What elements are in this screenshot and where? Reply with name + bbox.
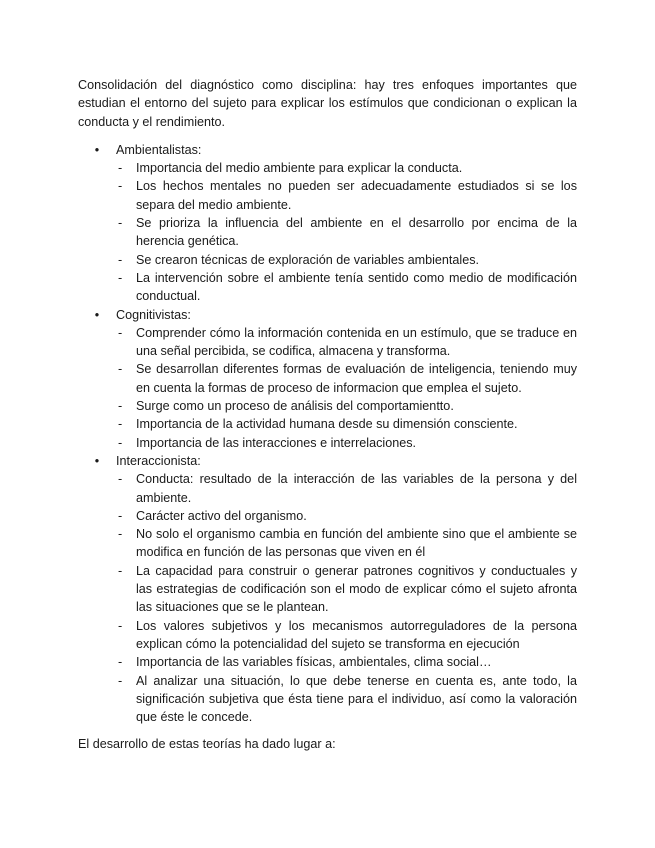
dash-icon: - xyxy=(118,362,123,377)
closing-paragraph: El desarrollo de estas teorías ha dado lugar a: xyxy=(78,737,336,752)
list-item xyxy=(116,251,577,269)
list-item xyxy=(116,214,577,251)
list-item xyxy=(116,415,577,433)
approach-title: Interaccionista: xyxy=(116,453,201,468)
dash-icon: - xyxy=(118,325,123,340)
dash-icon: - xyxy=(118,216,123,231)
dash-icon: - xyxy=(118,673,123,688)
list-item xyxy=(116,562,577,617)
approach-points xyxy=(116,470,577,726)
list-item-text: Se desarrollan diferentes formas de evaluación de inteligencia, teniendo muy en cuenta la formas de proceso de informacion que emplea el sujeto. xyxy=(136,362,577,395)
list-item-text: Se crearon técnicas de exploración de variables ambientales. xyxy=(136,252,480,267)
list-item xyxy=(116,507,577,525)
bullet-icon: • xyxy=(94,307,100,322)
approach-item xyxy=(78,306,577,452)
list-item-text: Carácter activo del organismo. xyxy=(136,508,307,523)
list-item-text: La capacidad para construir o generar patrones cognitivos y conductuales y las estrategias de codificación son el modo de explicar cómo el sujeto afronta las situaciones que se le plantean. xyxy=(136,563,577,615)
list-item-text: Los hechos mentales no pueden ser adecuadamente estudiados si se los separa del medio ambiente. xyxy=(136,179,577,212)
list-item-text: La intervención sobre el ambiente tenía sentido como medio de modificación conductual. xyxy=(136,270,577,304)
dash-icon: - xyxy=(118,435,123,450)
list-item-text: Importancia de las variables físicas, ambientales, clima social… xyxy=(136,655,492,670)
list-item-text: Importancia de las interacciones e interrelaciones. xyxy=(136,435,417,450)
list-item xyxy=(116,269,577,306)
list-item-text: Al analizar una situación, lo que debe tenerse en cuenta es, ante todo, la significación subjetiva que ésta tiene para el individuo, así como la valoración que éste le concede. xyxy=(136,673,577,725)
approach-item xyxy=(78,141,577,306)
list-item xyxy=(116,324,577,361)
list-item xyxy=(116,159,577,177)
list-item xyxy=(116,617,577,654)
approach-title: Ambientalistas: xyxy=(116,142,202,157)
approach-points xyxy=(116,324,577,452)
list-item xyxy=(116,525,577,562)
list-item xyxy=(116,653,577,671)
dash-icon: - xyxy=(118,161,123,176)
dash-icon: - xyxy=(118,417,123,432)
dash-icon: - xyxy=(118,252,123,267)
list-item xyxy=(116,672,577,727)
dash-icon: - xyxy=(118,563,123,578)
list-item-text: Importancia del medio ambiente para explicar la conducta. xyxy=(136,161,463,176)
dash-icon: - xyxy=(118,618,123,633)
list-item xyxy=(116,397,577,415)
approach-points xyxy=(116,159,577,305)
list-item-text: Comprender cómo la información contenida en un estímulo, que se traduce en una señal percibida, se codifica, almacena y transforma. xyxy=(136,325,577,359)
list-item-text: Surge como un proceso de análisis del comportamientto. xyxy=(136,399,454,414)
list-item-text: Los valores subjetivos y los mecanismos autorreguladores de la persona explican cómo la potencialidad del sujeto se transforma en ejecución xyxy=(136,618,577,651)
list-item-text: Se prioriza la influencia del ambiente en el desarrollo por encima de la herencia genética. xyxy=(136,216,577,249)
intro-paragraph: Consolidación del diagnóstico como disciplina: hay tres enfoques importantes que estudian el entorno del sujeto para explicar los estímulos que condicionan o explican la conducta y el rendimiento. xyxy=(78,78,577,129)
approach-title: Cognitivistas: xyxy=(116,307,191,322)
list-item-text: No solo el organismo cambia en función del ambiente sino que el ambiente se modifica en función de las personas que viven en él xyxy=(136,527,577,560)
dash-icon: - xyxy=(118,399,123,414)
dash-icon: - xyxy=(118,655,123,670)
list-item xyxy=(116,177,577,214)
dash-icon: - xyxy=(118,527,123,542)
list-item xyxy=(116,434,577,452)
list-item-text: Conducta: resultado de la interacción de las variables de la persona y del ambiente. xyxy=(136,472,577,505)
approach-item xyxy=(78,452,577,726)
list-item-text: Importancia de la actividad humana desde su dimensión consciente. xyxy=(136,417,518,432)
dash-icon: - xyxy=(118,508,123,523)
list-item xyxy=(116,470,577,507)
dash-icon: - xyxy=(118,270,123,285)
bullet-icon: • xyxy=(94,453,100,468)
list-item xyxy=(116,360,577,397)
approaches-list xyxy=(78,141,577,727)
dash-icon: - xyxy=(118,179,123,194)
dash-icon: - xyxy=(118,472,123,487)
bullet-icon: • xyxy=(94,142,100,157)
